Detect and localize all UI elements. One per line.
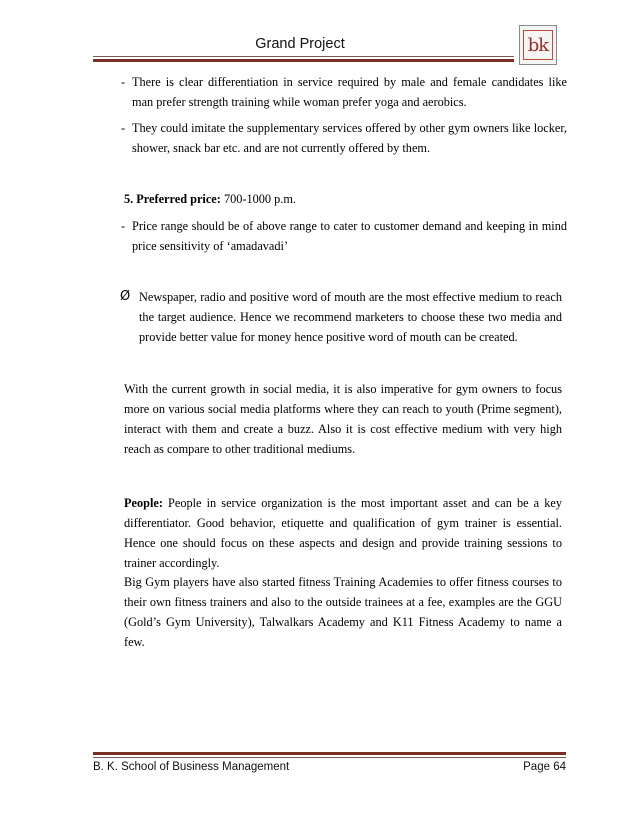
dash-marker: - xyxy=(121,121,126,135)
social-media-paragraph: With the current growth in social media, it is also imperative for gym owners to focus more on various social media platforms where they can reach to youth (Prime segment), interact with them and create a buzz. Also it is cost effective medium with very high reach as compare to other traditional mediums. xyxy=(124,382,562,456)
dash-marker: - xyxy=(121,75,126,89)
people-paragraph xyxy=(124,493,562,573)
bullet-supplementary xyxy=(121,118,567,158)
page-header-title: Grand Project xyxy=(255,36,345,52)
bullet-price-range xyxy=(121,216,567,256)
footer-rule-thin xyxy=(93,757,566,758)
bullet-differentiation xyxy=(121,72,567,112)
people-text: People in service organization is the most important asset and can be a key differentiator. Good behavior, etiquette and qualification of gym trainer is essential. Hence one should focus on these aspects and design and provide training sessions to trainer accordingly. xyxy=(124,496,562,570)
header-rule-thick xyxy=(93,59,514,62)
dash-marker: - xyxy=(121,219,126,233)
preferred-price-label: 5. Preferred price: xyxy=(124,192,221,206)
bullet-text: There is clear differentiation in service required by male and female candidates like man prefer strength training while woman prefer yoga and aerobics. xyxy=(132,75,567,109)
footer-page-number: Page 64 xyxy=(523,761,566,773)
preferred-price-value: 700-1000 p.m. xyxy=(223,192,297,206)
arrow-bullet-text: Newspaper, radio and positive word of mouth are the most effective medium to reach the target audience. Hence we recommend marketers to choose these two media and provide better value for money hence positive word of mouth can be created. xyxy=(139,290,562,344)
academy-paragraph: Big Gym players have also started fitness Training Academies to offer fitness courses to their own fitness trainers and also to the outside trainees at a fee, examples are the GGU (Gold’s Gym University), Talwalkars Academy and K11 Fitness Academy to name a few. xyxy=(124,575,562,649)
bullet-text: Price range should be of above range to cater to customer demand and keeping in mind price sensitivity of ‘amadavadi’ xyxy=(132,219,567,253)
logo-mark: bk xyxy=(523,30,553,60)
arrow-bullet-media xyxy=(120,287,562,347)
footer-school-name: B. K. School of Business Management xyxy=(93,761,290,773)
preferred-price-heading xyxy=(124,189,567,209)
people-label: People: xyxy=(124,496,163,510)
arrow-bullet-icon: Ø xyxy=(120,289,131,304)
school-logo xyxy=(519,25,557,65)
bullet-text: They could imitate the supplementary services offered by other gym owners like locker, shower, snack bar etc. and are not currently offered by them. xyxy=(132,121,567,155)
footer-rule-thick xyxy=(93,752,566,755)
header-rule-thin xyxy=(93,56,514,57)
